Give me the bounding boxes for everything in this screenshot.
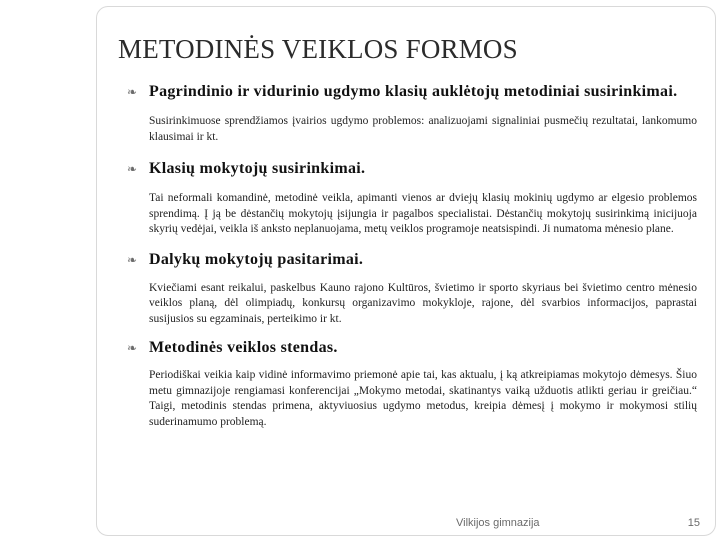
section-text: Susirinkimuose sprendžiamos įvairios ugdymo problemos: analizuojami signaliniai pusmečių rezultatai, lankomumo klausimai ir kt. <box>149 115 697 143</box>
ornate-bullet-icon: ❧ <box>127 252 138 267</box>
section-text: Kviečiami esant reikalui, paskelbus Kauno rajono Kultūros, švietimo ir sporto skyriaus bei švietimo centro mėnesio veiklos planą, dėl olimpiadų, konkursų organizavimo mokykloje, rajone, dėl svarbios informacijos, paprastai susijusios su egzaminais, perteikimo ir kt. <box>149 281 697 325</box>
section-heading: Dalykų mokytojų pasitarimai. <box>149 250 364 268</box>
section-heading: Metodinės veiklos stendas. <box>149 339 338 356</box>
section-text: Tai neformali komandinė, metodinė veikla, apimanti vienos ar dviejų klasių mokinių ugdymo ar elgesio problemos sprendimą. Į ją be dėstančių mokytojų įsijungia ir pagalbos specialistai. Dėstančių mokytojų susirinkimą inicijuoja skyrių vedėjai, veikla iš anksto neplanuojama, metų veiklos programoje neatsispindi. Ji numatoma mėnesio plane. <box>149 192 697 235</box>
slide-title: METODINĖS VEIKLOS FORMOS <box>118 34 518 64</box>
section-heading: Klasių mokytojų susirinkimai. <box>149 160 366 177</box>
ornate-bullet-icon: ❧ <box>127 162 138 176</box>
section-class-teacher-gatherings <box>127 159 697 238</box>
page-number: 15 <box>687 517 700 529</box>
section-text: Periodiškai veikia kaip vidinė informavimo priemonė apie tai, kas aktualu, į ką atkreipiamas mokytojo dėmesys. Šiuo metu gimnazijoje rengiamasi konferencijai „Mokymo metodai, skatinantys vaiką užduotis atlikti geriau ir greičiau.“ Taigi, metodinis stendas primena, aktyviuosius ugdymo metodus, kreipia dėmesį į mokymo ir mokymosi stilių suderinamumo problemą. <box>149 369 697 428</box>
section-subject-teachers-meetings <box>127 250 697 328</box>
section-class-teachers-meetings <box>127 82 697 145</box>
ornate-bullet-icon: ❧ <box>127 341 138 355</box>
footer-school-name: Vilkijos gimnazija <box>456 517 540 529</box>
ornate-bullet-icon: ❧ <box>127 85 138 99</box>
slide-content <box>127 82 697 430</box>
section-methodical-board <box>127 338 697 430</box>
section-heading: Pagrindinio ir vidurinio ugdymo klasių auklėtojų metodiniai susirinkimai. <box>149 83 678 100</box>
